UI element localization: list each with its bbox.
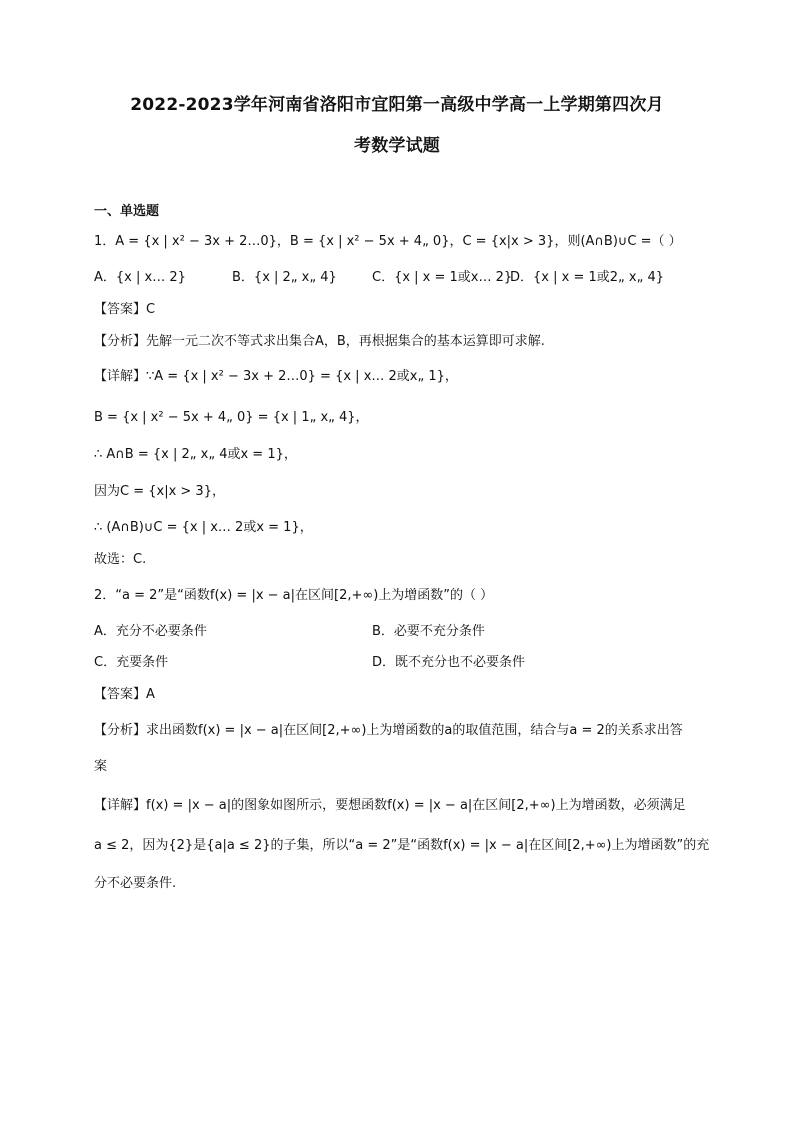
document-title-line1: 2022-2023学年河南省洛阳市宜阳第一高级中学高一上学期第四次月 [130, 95, 664, 115]
q2-detail-line1: 【详解】f(x) = |x − a|的图象如图所示，要想函数f(x) = |x − a|在区间[2,+∞)上为增函数，必须满足 [94, 798, 686, 813]
q1-detail-line: ∴ (A∩B)∪C = {x | x… 2或x = 1}， [94, 520, 313, 535]
q2-option-a: A．充分不必要条件 [94, 624, 207, 639]
q2-analysis-line2: 案 [94, 759, 108, 774]
q2-option-b: B．必要不充分条件 [372, 624, 485, 639]
q2-stem: 2．“a = 2”是“函数f(x) = |x − a|在区间[2,+∞)上为增函数”的（ ） [94, 588, 494, 603]
section-heading: 一、单选题 [94, 204, 160, 219]
q2-answer: 【答案】A [94, 687, 155, 702]
q1-analysis: 【分析】先解一元二次不等式求出集合A，B，再根据集合的基本运算即可求解. [94, 334, 545, 349]
q2-detail-line2: a ≤ 2，因为{2}是{a|a ≤ 2}的子集，所以“a = 2”是“函数f(x) = |x − a|在区间[2,+∞)上为增函数”的充 [94, 838, 710, 853]
document-title-line2: 考数学试题 [354, 136, 440, 156]
q1-detail-line: B = {x | x² − 5x + 4„ 0} = {x | 1„ x„ 4}， [94, 410, 369, 425]
q1-option-b: B．{x | 2„ x„ 4} [232, 270, 337, 285]
q1-detail-line: ∴ A∩B = {x | 2„ x„ 4或x = 1}， [94, 447, 297, 462]
q1-detail-line: 【详解】∵A = {x | x² − 3x + 2…0} = {x | x… 2或x„ 1}， [94, 369, 458, 384]
q1-detail-line: 因为C = {x|x > 3}， [94, 484, 225, 499]
q1-option-c: C．{x | x = 1或x… 2} [372, 270, 513, 285]
q2-option-d: D．既不充分也不必要条件 [372, 655, 526, 670]
q1-detail-line: 故选：C. [94, 552, 147, 567]
q1-option-a: A．{x | x… 2} [94, 270, 186, 285]
q1-answer: 【答案】C [94, 302, 156, 317]
q1-option-d: D．{x | x = 1或2„ x„ 4} [510, 270, 664, 285]
q2-option-c: C．充要条件 [94, 655, 169, 670]
q2-analysis-line1: 【分析】求出函数f(x) = |x − a|在区间[2,+∞)上为增函数的a的取值范围，结合与a = 2的关系求出答 [94, 723, 683, 738]
q1-stem: 1．A = {x | x² − 3x + 2…0}，B = {x | x² − 5x + 4„ 0}，C = {x|x > 3}，则(A∩B)∪C =（ ） [94, 234, 682, 249]
q2-detail-line3: 分不必要条件. [94, 876, 177, 891]
